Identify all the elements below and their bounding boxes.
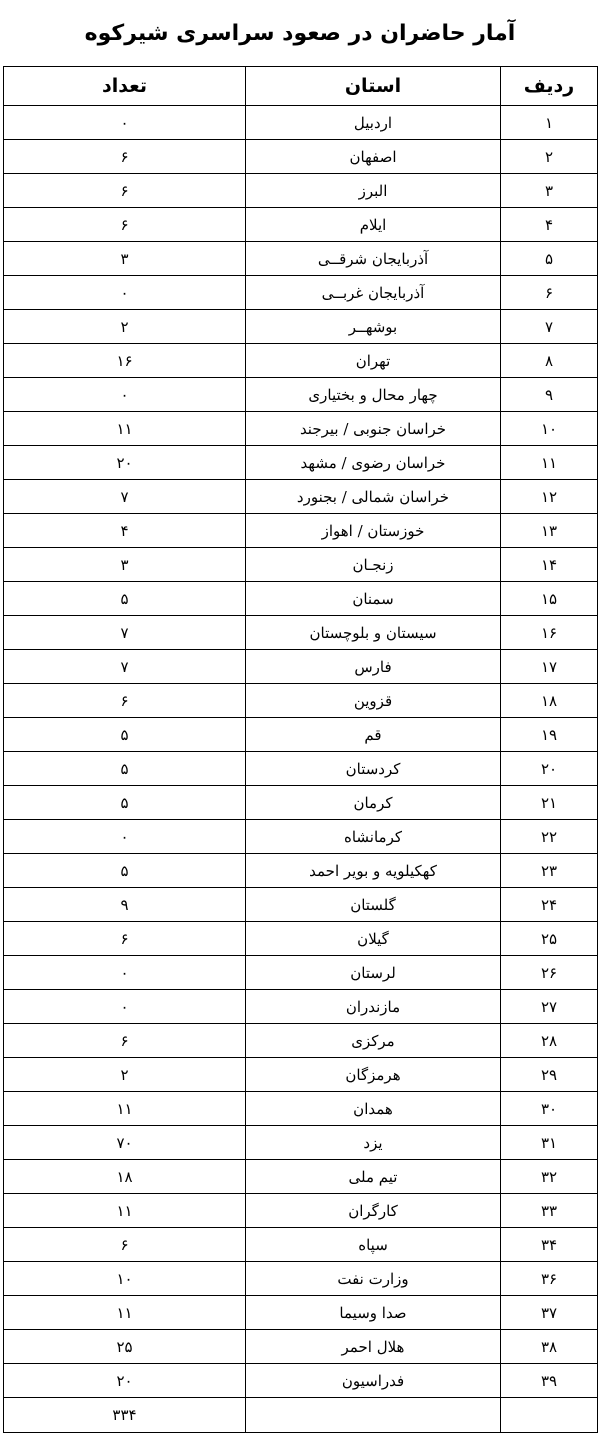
province-cell: کرمانشاه bbox=[246, 820, 501, 854]
row-number-cell: ۷ bbox=[501, 310, 598, 344]
count-cell: ۵ bbox=[4, 718, 246, 752]
count-cell: ۱۸ bbox=[4, 1160, 246, 1194]
row-number-cell: ۳۹ bbox=[501, 1364, 598, 1398]
row-number-cell: ۳ bbox=[501, 174, 598, 208]
table-row bbox=[4, 378, 598, 412]
table-row bbox=[4, 616, 598, 650]
row-number-cell: ۱۴ bbox=[501, 548, 598, 582]
count-cell: ۲۵ bbox=[4, 1330, 246, 1364]
row-number-cell: ۱۸ bbox=[501, 684, 598, 718]
table-row bbox=[4, 718, 598, 752]
table-row bbox=[4, 1228, 598, 1262]
count-cell: ۶ bbox=[4, 922, 246, 956]
table-row bbox=[4, 106, 598, 140]
table-row bbox=[4, 888, 598, 922]
province-cell: قزوین bbox=[246, 684, 501, 718]
row-number-cell: ۲ bbox=[501, 140, 598, 174]
row-number-cell: ۱۰ bbox=[501, 412, 598, 446]
province-cell: هلال احمر bbox=[246, 1330, 501, 1364]
row-number-cell: ۳۴ bbox=[501, 1228, 598, 1262]
count-cell: ۶ bbox=[4, 140, 246, 174]
province-cell: آذربایجان غربــی bbox=[246, 276, 501, 310]
province-cell: قم bbox=[246, 718, 501, 752]
row-number-cell: ۱۷ bbox=[501, 650, 598, 684]
table-row bbox=[4, 684, 598, 718]
province-cell: زنجـان bbox=[246, 548, 501, 582]
count-cell: ۵ bbox=[4, 854, 246, 888]
province-cell: اردبیل bbox=[246, 106, 501, 140]
table-row bbox=[4, 752, 598, 786]
table-row bbox=[4, 1024, 598, 1058]
table-row bbox=[4, 854, 598, 888]
row-number-cell: ۵ bbox=[501, 242, 598, 276]
row-number-cell: ۱۲ bbox=[501, 480, 598, 514]
province-cell: تیم ملی bbox=[246, 1160, 501, 1194]
province-cell: کردستان bbox=[246, 752, 501, 786]
row-number-cell: ۳۶ bbox=[501, 1262, 598, 1296]
province-cell: چهار محال و بختیاری bbox=[246, 378, 501, 412]
table-row bbox=[4, 276, 598, 310]
row-number-cell: ۲۵ bbox=[501, 922, 598, 956]
table-row bbox=[4, 1092, 598, 1126]
count-cell: ۱۰ bbox=[4, 1262, 246, 1296]
province-cell: مرکزی bbox=[246, 1024, 501, 1058]
province-cell: خراسان جنوبی / بیرجند bbox=[246, 412, 501, 446]
attendance-table bbox=[3, 66, 598, 1433]
province-cell: مازندران bbox=[246, 990, 501, 1024]
row-number-cell: ۲۹ bbox=[501, 1058, 598, 1092]
row-number-cell: ۳۰ bbox=[501, 1092, 598, 1126]
table-row bbox=[4, 1194, 598, 1228]
table-row bbox=[4, 1262, 598, 1296]
row-number-cell: ۱۶ bbox=[501, 616, 598, 650]
province-cell: آذربایجان شرقــی bbox=[246, 242, 501, 276]
count-cell: ۷ bbox=[4, 480, 246, 514]
count-cell: ۲۰ bbox=[4, 1364, 246, 1398]
count-cell: ۰ bbox=[4, 820, 246, 854]
table-row bbox=[4, 242, 598, 276]
row-number-cell: ۳۱ bbox=[501, 1126, 598, 1160]
province-cell: کارگران bbox=[246, 1194, 501, 1228]
row-number-cell: ۳۳ bbox=[501, 1194, 598, 1228]
count-cell: ۶ bbox=[4, 1024, 246, 1058]
row-number-cell: ۳۸ bbox=[501, 1330, 598, 1364]
province-cell: صدا وسیما bbox=[246, 1296, 501, 1330]
table-row bbox=[4, 1364, 598, 1398]
province-cell: سپاه bbox=[246, 1228, 501, 1262]
table-body bbox=[4, 106, 598, 1398]
table-row bbox=[4, 344, 598, 378]
row-number-cell: ۸ bbox=[501, 344, 598, 378]
table-row bbox=[4, 1160, 598, 1194]
count-cell: ۵ bbox=[4, 786, 246, 820]
table-row bbox=[4, 956, 598, 990]
count-cell: ۲ bbox=[4, 1058, 246, 1092]
table-row bbox=[4, 1330, 598, 1364]
count-cell: ۶ bbox=[4, 684, 246, 718]
page-title: آمار حاضران در صعود سراسری شیرکوه bbox=[84, 21, 516, 46]
row-number-cell: ۳۲ bbox=[501, 1160, 598, 1194]
row-number-cell: ۱ bbox=[501, 106, 598, 140]
count-cell: ۶ bbox=[4, 208, 246, 242]
count-cell: ۵ bbox=[4, 752, 246, 786]
total-count-cell: ۳۳۴ bbox=[4, 1398, 246, 1433]
row-number-cell: ۲۲ bbox=[501, 820, 598, 854]
table-row bbox=[4, 990, 598, 1024]
province-cell: البرز bbox=[246, 174, 501, 208]
count-cell: ۰ bbox=[4, 990, 246, 1024]
header-count: تعداد bbox=[4, 67, 246, 106]
row-number-cell: ۲۴ bbox=[501, 888, 598, 922]
table-row bbox=[4, 310, 598, 344]
count-cell: ۷۰ bbox=[4, 1126, 246, 1160]
province-cell: لرستان bbox=[246, 956, 501, 990]
province-cell: سیستان و بلوچستان bbox=[246, 616, 501, 650]
header-row-number: ردیف bbox=[501, 67, 598, 106]
table-row bbox=[4, 174, 598, 208]
province-cell: فارس bbox=[246, 650, 501, 684]
table-row bbox=[4, 786, 598, 820]
province-cell: تهران bbox=[246, 344, 501, 378]
table-row bbox=[4, 208, 598, 242]
row-number-cell: ۱۵ bbox=[501, 582, 598, 616]
count-cell: ۰ bbox=[4, 106, 246, 140]
row-number-cell: ۱۱ bbox=[501, 446, 598, 480]
row-number-cell: ۱۹ bbox=[501, 718, 598, 752]
count-cell: ۰ bbox=[4, 378, 246, 412]
count-cell: ۳ bbox=[4, 242, 246, 276]
row-number-cell: ۶ bbox=[501, 276, 598, 310]
province-cell: ایلام bbox=[246, 208, 501, 242]
count-cell: ۲ bbox=[4, 310, 246, 344]
count-cell: ۱۶ bbox=[4, 344, 246, 378]
province-cell: هرمزگان bbox=[246, 1058, 501, 1092]
province-cell: بوشهــر bbox=[246, 310, 501, 344]
count-cell: ۷ bbox=[4, 650, 246, 684]
table-row bbox=[4, 922, 598, 956]
table-row bbox=[4, 480, 598, 514]
province-cell: اصفهان bbox=[246, 140, 501, 174]
table-row bbox=[4, 1058, 598, 1092]
count-cell: ۱۱ bbox=[4, 1296, 246, 1330]
province-cell: کرمان bbox=[246, 786, 501, 820]
count-cell: ۶ bbox=[4, 174, 246, 208]
header-province: استان bbox=[246, 67, 501, 106]
province-cell: فدراسیون bbox=[246, 1364, 501, 1398]
row-number-cell: ۲۱ bbox=[501, 786, 598, 820]
province-cell: یزد bbox=[246, 1126, 501, 1160]
count-cell: ۲۰ bbox=[4, 446, 246, 480]
province-cell: کهکیلویه و بویر احمد bbox=[246, 854, 501, 888]
count-cell: ۰ bbox=[4, 276, 246, 310]
count-cell: ۴ bbox=[4, 514, 246, 548]
count-cell: ۵ bbox=[4, 582, 246, 616]
table-row bbox=[4, 514, 598, 548]
row-number-cell: ۲۷ bbox=[501, 990, 598, 1024]
province-cell: همدان bbox=[246, 1092, 501, 1126]
province-cell: وزارت نفت bbox=[246, 1262, 501, 1296]
table-row bbox=[4, 1296, 598, 1330]
table-row bbox=[4, 820, 598, 854]
province-cell: گیلان bbox=[246, 922, 501, 956]
row-number-cell: ۲۳ bbox=[501, 854, 598, 888]
table-row bbox=[4, 446, 598, 480]
province-cell: خراسان شمالی / بجنورد bbox=[246, 480, 501, 514]
row-number-cell: ۹ bbox=[501, 378, 598, 412]
row-number-cell: ۲۰ bbox=[501, 752, 598, 786]
count-cell: ۱۱ bbox=[4, 412, 246, 446]
table-row bbox=[4, 140, 598, 174]
count-cell: ۳ bbox=[4, 548, 246, 582]
count-cell: ۹ bbox=[4, 888, 246, 922]
province-cell: گلستان bbox=[246, 888, 501, 922]
total-row bbox=[4, 1398, 598, 1433]
province-cell: خوزستان / اهواز bbox=[246, 514, 501, 548]
count-cell: ۷ bbox=[4, 616, 246, 650]
province-cell: خراسان رضوی / مشهد bbox=[246, 446, 501, 480]
total-province-cell bbox=[246, 1398, 501, 1433]
table-row bbox=[4, 548, 598, 582]
table-row bbox=[4, 1126, 598, 1160]
row-number-cell: ۲۸ bbox=[501, 1024, 598, 1058]
province-cell: سمنان bbox=[246, 582, 501, 616]
table-row bbox=[4, 412, 598, 446]
row-number-cell: ۱۳ bbox=[501, 514, 598, 548]
count-cell: ۱۱ bbox=[4, 1092, 246, 1126]
total-row-number-cell bbox=[501, 1398, 598, 1433]
table-row bbox=[4, 582, 598, 616]
row-number-cell: ۳۷ bbox=[501, 1296, 598, 1330]
table-row bbox=[4, 650, 598, 684]
count-cell: ۰ bbox=[4, 956, 246, 990]
count-cell: ۶ bbox=[4, 1228, 246, 1262]
row-number-cell: ۲۶ bbox=[501, 956, 598, 990]
table-header-row bbox=[4, 67, 598, 106]
count-cell: ۱۱ bbox=[4, 1194, 246, 1228]
row-number-cell: ۴ bbox=[501, 208, 598, 242]
